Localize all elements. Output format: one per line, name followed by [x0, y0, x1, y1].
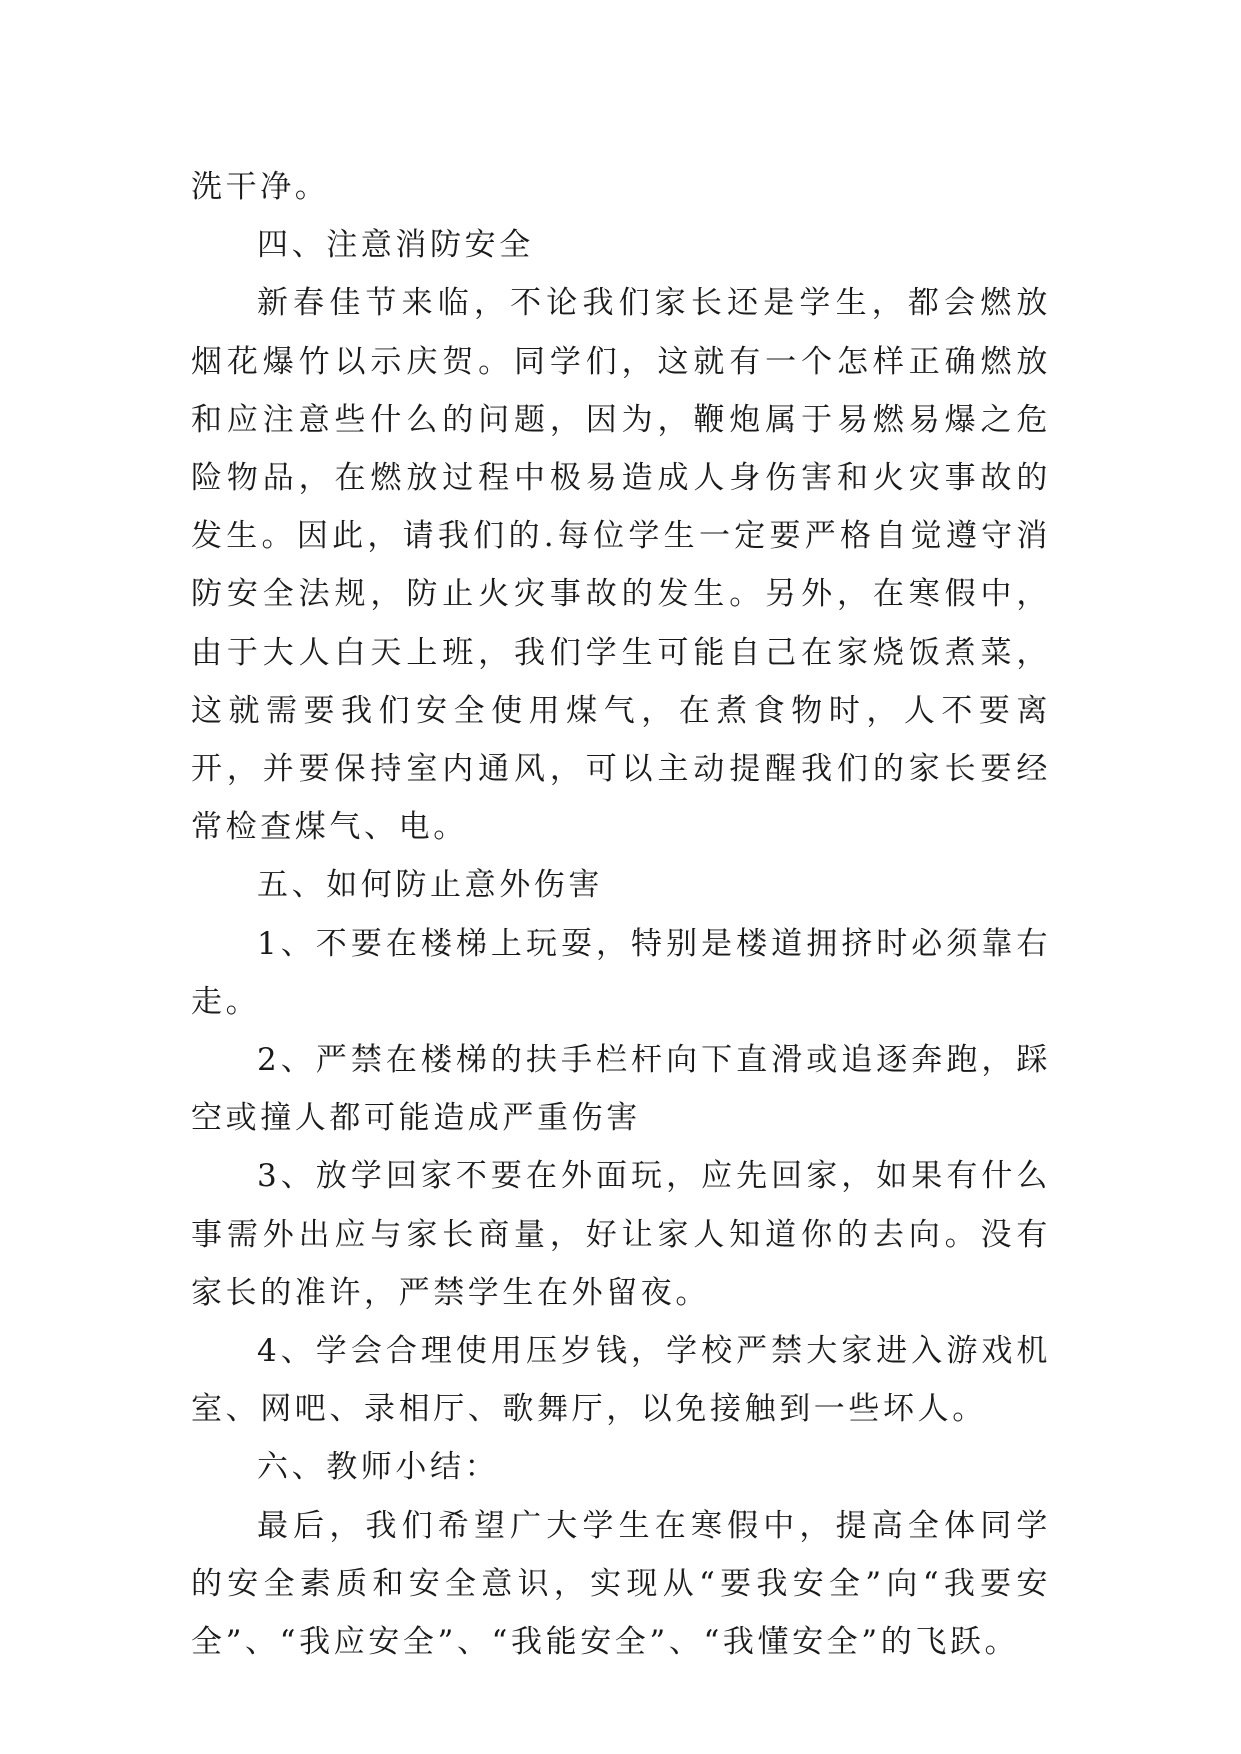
section-heading-fire-safety: 四、注意消防安全 — [257, 227, 534, 264]
paragraph-fire-safety: 新春佳节来临，不论我们家长还是学生，都会燃放烟花爆竹以示庆贺。同学们，这就有一个怎样正确燃放和应注意些什么的问题，因为，鞭炮属于易燃易爆之危险物品，在燃放过程中极易造成人身伤害和火灾事故的发生。因此，请我们的.每位学生一定要严格自觉遵守消防安全法规，防止火灾事故的发生。另外，在寒假中，由于大人白天上班，我们学生可能自己在家烧饭煮菜，这就需要我们安全使用煤气，在煮食物时，人不要离开，并要保持室内通风，可以主动提醒我们的家长要经常检查煤气、电。 — [191, 285, 1051, 846]
list-item-4: 4、学会合理使用压岁钱，学校严禁大家进入游戏机室、网吧、录相厅、歌舞厅，以免接触到一些坏人。 — [191, 1333, 1051, 1428]
list-item-3: 3、放学回家不要在外面玩，应先回家，如果有什么事需外出应与家长商量，好让家人知道你的去向。没有家长的准许，严禁学生在外留夜。 — [191, 1158, 1051, 1311]
paragraph-continuation: 洗干净。 — [191, 169, 330, 205]
section-heading-accident-prevention: 五、如何防止意外伤害 — [257, 867, 603, 904]
paragraph-summary: 最后，我们希望广大学生在寒假中，提高全体同学的安全素质和安全意识，实现从“要我安全”向“我要安全”、“我应安全”、“我能安全”、“我懂安全”的飞跃。 — [191, 1507, 1051, 1661]
list-item-1: 1、不要在楼梯上玩耍，特别是楼道拥挤时必须靠右走。 — [191, 925, 1051, 1020]
list-item-2: 2、严禁在楼梯的扶手栏杆向下直滑或追逐奔跑，踩空或撞人都可能造成严重伤害 — [191, 1042, 1051, 1137]
section-heading-summary: 六、教师小结： — [257, 1449, 500, 1486]
document-body — [191, 158, 1051, 1671]
